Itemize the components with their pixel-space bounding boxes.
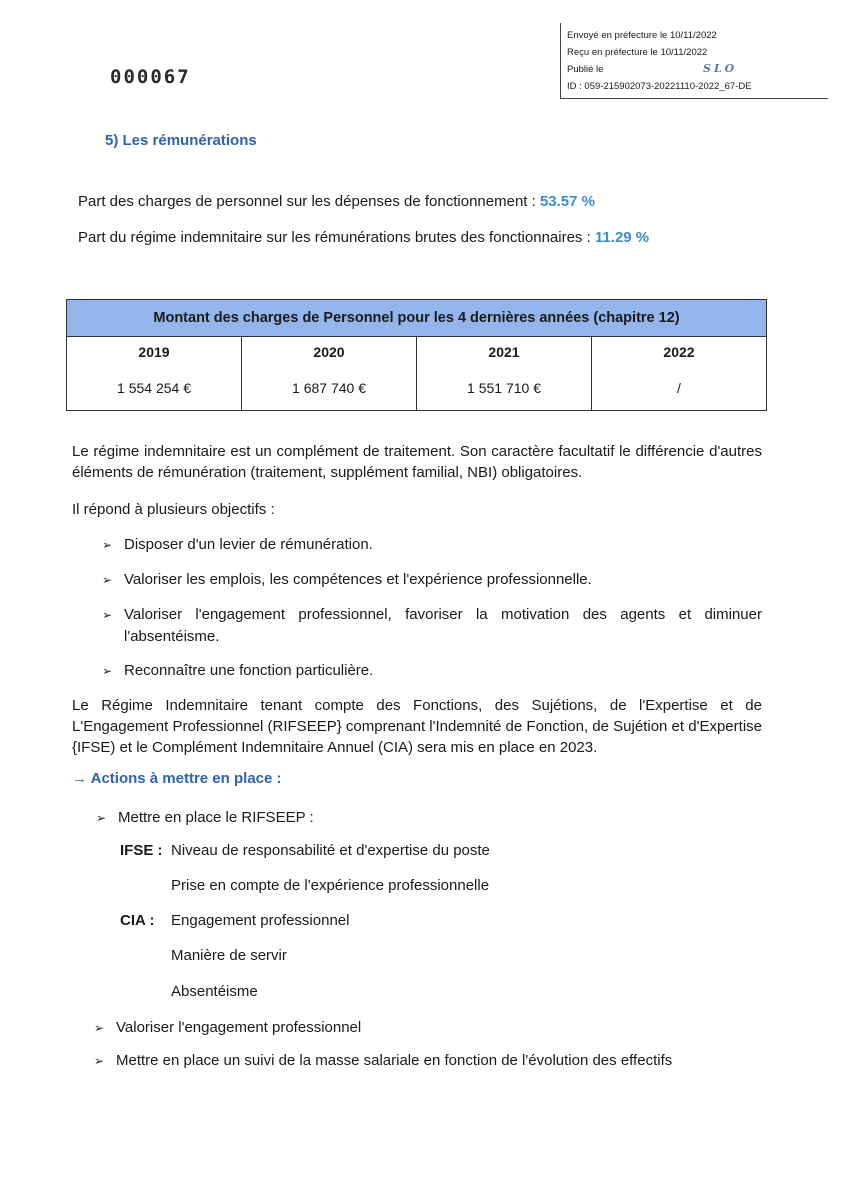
objective-text: Valoriser l'engagement professionnel, favoriser la motivation des agents et diminuer l'absentéisme. (124, 606, 762, 645)
ratio-line-1 (78, 191, 595, 212)
objective-text: Valoriser les emplois, les compétences et l'expérience professionnelle. (124, 571, 592, 588)
cia-item: Engagement professionnel (171, 912, 350, 929)
paragraph-regime: Le régime indemnitaire est un complément de traitement. Son caractère facultatif le différencie d'autres éléments de rémunération (traitement, supplément familial, NBI) obligatoires. (72, 443, 762, 481)
ratio-1-label: Part des charges de personnel sur les dépenses de fonctionnement : (78, 193, 540, 210)
ifse-item: Prise en compte de l'expérience professionnelle (171, 877, 490, 894)
value-cell: / (592, 366, 767, 411)
arrowhead-bullet-icon: ➢ (96, 811, 107, 825)
charges-table (66, 299, 767, 411)
section-title: 5) Les rémunérations (105, 132, 257, 149)
table-row-years (67, 337, 767, 367)
paragraph-objectives-intro: Il répond à plusieurs objectifs : (72, 501, 275, 518)
value-cell: 1 551 710 € (417, 366, 592, 411)
year-cell: 2022 (592, 337, 767, 367)
table-title: Montant des charges de Personnel pour les 4 dernières années (chapitre 12) (67, 300, 767, 337)
objective-text: Disposer d'un levier de rémunération. (124, 536, 373, 553)
ratio-line-2 (78, 227, 649, 248)
cia-item: Manière de servir (171, 947, 287, 964)
ratio-1-value: 53.57 % (539, 193, 595, 210)
action-item (94, 1050, 672, 1072)
prefecture-stamp (560, 23, 828, 99)
ifse-label: IFSE : (120, 842, 163, 859)
arrowhead-bullet-icon: ➢ (102, 664, 113, 678)
stamp-published: Publié le (567, 64, 604, 75)
year-cell: 2021 (417, 337, 592, 367)
stamp-logo: SLO (703, 62, 738, 75)
action-text: Mettre en place un suivi de la masse salariale en fonction de l'évolution des effectifs (116, 1052, 673, 1069)
stamp-id: ID : 059-215902073-20221110-2022_67-DE (567, 81, 752, 92)
action-item (94, 1017, 361, 1039)
objective-item (102, 660, 373, 682)
ifse-item: Niveau de responsabilité et d'expertise du poste (171, 842, 490, 859)
arrowhead-bullet-icon: ➢ (102, 608, 113, 622)
objective-item (102, 534, 373, 556)
page-number: 000067 (110, 66, 191, 88)
ratio-2-label: Part du régime indemnitaire sur les rémunérations brutes des fonctionnaires : (78, 229, 595, 246)
value-cell: 1 554 254 € (67, 366, 242, 411)
objective-item (102, 604, 762, 647)
action-text: Mettre en place le RIFSEEP : (118, 809, 314, 826)
action-text: Valoriser l'engagement professionnel (116, 1019, 362, 1036)
arrowhead-bullet-icon: ➢ (94, 1054, 105, 1068)
cia-label: CIA : (120, 912, 155, 929)
paragraph-rifseep: Le Régime Indemnitaire tenant compte des Fonctions, des Sujétions, de l'Expertise et de L'Engagement Professionnel (RIFSEEP} comprenant l'Indemnité de Fonction, de Sujétion et d'Expertise {IFSE) et le Complément Indemnitaire Annuel (CIA) sera mis en place en 2023. (72, 697, 762, 756)
year-cell: 2020 (242, 337, 417, 367)
stamp-sent: Envoyé en préfecture le 10/11/2022 (567, 30, 717, 41)
action-item (96, 807, 314, 829)
stamp-received: Reçu en préfecture le 10/11/2022 (567, 47, 708, 58)
objective-item (102, 569, 592, 591)
arrowhead-bullet-icon: ➢ (94, 1021, 105, 1035)
value-cell: 1 687 740 € (242, 366, 417, 411)
objective-text: Reconnaître une fonction particulière. (124, 662, 374, 679)
table-row-values (67, 366, 767, 411)
actions-title: → Actions à mettre en place : (72, 770, 282, 787)
arrowhead-bullet-icon: ➢ (102, 573, 113, 587)
year-cell: 2019 (67, 337, 242, 367)
cia-item: Absentéisme (171, 983, 258, 1000)
arrowhead-bullet-icon: ➢ (102, 538, 113, 552)
ratio-2-value: 11.29 % (594, 229, 650, 246)
